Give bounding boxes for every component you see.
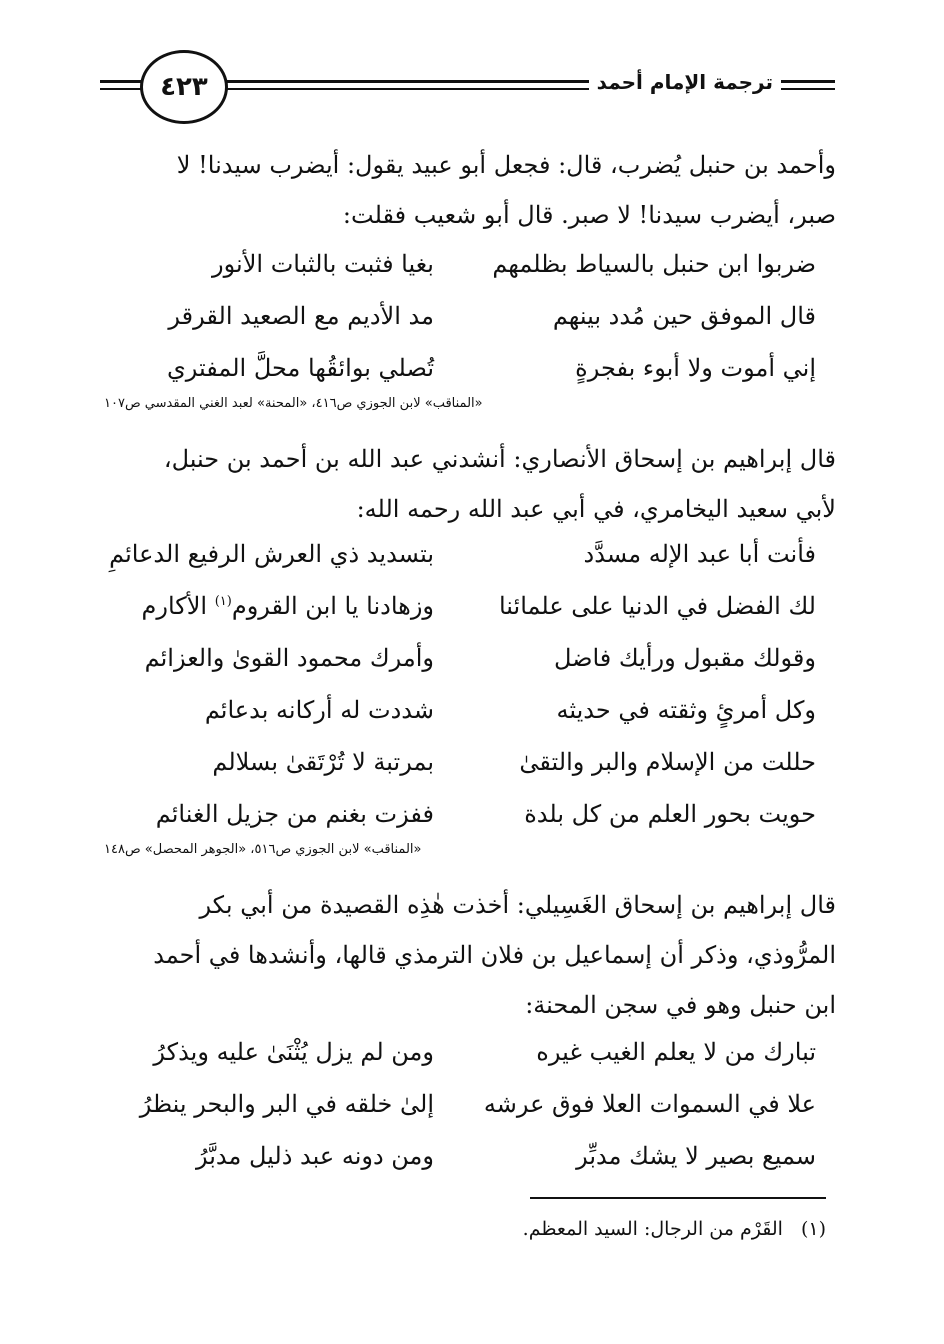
text-line: قال إبراهيم بن إسحاق الأنصاري: أنشدني عبد الله بن أحمد بن حنبل،: [163, 445, 836, 473]
footnote-divider: [530, 1197, 826, 1199]
footnote: [523, 1218, 826, 1240]
verse-second-hemistich: بغيا فثبت بالثبات الأنور: [212, 250, 434, 278]
verse-line: [104, 1130, 816, 1182]
footnote-reference: (١): [214, 594, 232, 609]
text-line: ابن حنبل وهو في سجن المحنة:: [525, 991, 836, 1019]
verse-line: [104, 1026, 816, 1078]
verse-second-hemistich: وأمرك محمود القوىٰ والعزائم: [144, 644, 434, 672]
footnote-text: القَرْم من الرجال: السيد المعظم.: [522, 1218, 783, 1240]
paragraph-1: [104, 140, 836, 240]
page-header: [100, 50, 835, 130]
citation-1: «المناقب» لابن الجوزي ص٤١٦، «المحنة» لعبد الغني المقدسي ص١٠٧: [104, 396, 483, 411]
verse-first-hemistich: تبارك من لا يعلم الغيب غيره: [536, 1038, 816, 1066]
verse-second-hemistich: شددت له أركانه بدعائم: [204, 696, 434, 724]
paragraph-3: [104, 880, 836, 1030]
text-line: لأبي سعيد اليخامري، في أبي عبد الله رحمه الله:: [356, 495, 836, 523]
verse-line: [104, 684, 816, 736]
hemistich-text: الأكارم: [141, 592, 215, 620]
verse-line: [104, 342, 816, 394]
verse-line: [104, 238, 816, 290]
verse-first-hemistich: لك الفضل في الدنيا على علمائنا: [498, 592, 816, 620]
verse-first-hemistich: حللت من الإسلام والبر والتقىٰ: [519, 748, 816, 776]
paragraph-2: [104, 434, 836, 534]
verse-second-hemistich: ففزت بغنم من جزيل الغنائم: [155, 800, 434, 828]
verse-first-hemistich: حويت بحور العلم من كل بلدة: [524, 800, 816, 828]
verse-line: [104, 632, 816, 684]
poem-3: [104, 1026, 816, 1182]
verse-second-hemistich: ومن لم يزل يُثْنَىٰ عليه ويذكرُ: [153, 1038, 434, 1066]
hemistich-text: وزهادنا يا ابن القروم: [231, 592, 434, 620]
verse-first-hemistich: سميع بصير لا يشك مدبِّر: [576, 1142, 816, 1170]
verse-second-hemistich: إلىٰ خلقه في البر والبحر ينظرُ: [139, 1090, 434, 1118]
verse-line: [104, 1078, 816, 1130]
verse-line: [104, 290, 816, 342]
text-line: صبر، أيضرب سيدنا! لا صبر. قال أبو شعيب فقلت:: [342, 201, 836, 229]
verse-first-hemistich: وكل أمرئٍ وثقته في حديثه: [556, 696, 816, 724]
footnote-marker: (١): [800, 1218, 826, 1240]
verse-line: [104, 580, 816, 632]
text-line: المرُّوذي، وذكر أن إسماعيل بن فلان الترمذي قالها، وأنشدها في أحمد: [153, 941, 836, 969]
poem-2: [104, 528, 816, 840]
verse-line: [104, 788, 816, 840]
verse-second-hemistich: [104, 592, 434, 620]
running-title: ترجمة الإمام أحمد: [589, 70, 781, 94]
verse-line: [104, 528, 816, 580]
citation-2: «المناقب» لابن الجوزي ص٥١٦، «الجوهر المحصل» ص١٤٨: [104, 842, 422, 857]
verse-second-hemistich: تُصلي بوائقُها محلَّ المفتري: [166, 354, 434, 382]
text-line: وأحمد بن حنبل يُضرب، قال: فجعل أبو عبيد يقول: أيضرب سيدنا! لا: [176, 151, 836, 179]
poem-1: [104, 238, 816, 394]
verse-first-hemistich: علا في السموات العلا فوق عرشه: [483, 1090, 816, 1118]
verse-first-hemistich: فأنت أبا عبد الإله مسدَّد: [583, 540, 816, 568]
verse-first-hemistich: ضربوا ابن حنبل بالسياط بظلمهم: [492, 250, 816, 278]
page-number: ٤٢٣: [140, 50, 228, 124]
verse-first-hemistich: إني أموت ولا أبوء بفجرةٍ: [575, 354, 816, 382]
verse-line: [104, 736, 816, 788]
verse-second-hemistich: ومن دونه عبد ذليل مدبَّرُ: [195, 1142, 434, 1170]
verse-first-hemistich: وقولك مقبول ورأيك فاضل: [553, 644, 816, 672]
verse-second-hemistich: بمرتبة لا تُرْتَقىٰ بسلالم: [212, 748, 434, 776]
verse-second-hemistich: بتسديد ذي العرش الرفيع الدعائمِ: [109, 540, 434, 568]
text-line: قال إبراهيم بن إسحاق الغَسِيلي: أخذت هٰذِه القصيدة من أبي بكر: [199, 891, 836, 919]
verse-first-hemistich: قال الموفق حين مُدد بينهم: [552, 302, 816, 330]
verse-second-hemistich: مد الأديم مع الصعيد القرقر: [168, 302, 434, 330]
